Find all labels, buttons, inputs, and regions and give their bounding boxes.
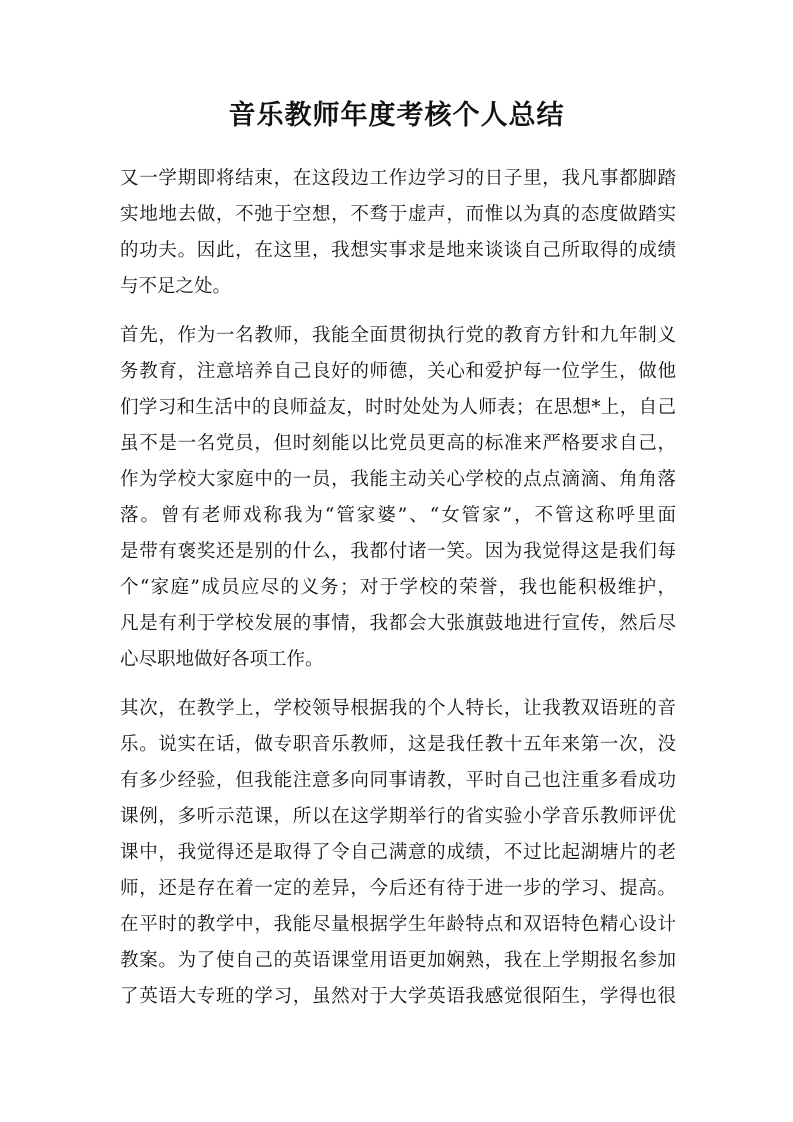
paragraph-gap (120, 678, 676, 691)
text-line: 凡是有利于学校发展的事情，我都会大张旗鼓地进行宣传，然后尽 (120, 613, 676, 634)
text-line: 与不足之处。 (120, 276, 232, 297)
text-line: 的功夫。因此，在这里，我想实事求是地来谈谈自己所取得的成绩 (120, 240, 676, 261)
document-title: 音乐教师年度考核个人总结 (228, 100, 565, 131)
text-line: 师，还是存在着一定的差异，今后还有待于进一步的学习、提高。 (120, 878, 676, 899)
paragraph-3 (120, 691, 676, 1015)
text-line: 在平时的教学中，我能尽量根据学生年龄特点和双语特色精心设计 (120, 914, 676, 935)
text-line: 心尽职地做好各项工作。 (120, 649, 324, 670)
text-line: 实地地去做，不弛于空想，不骛于虚声，而惟以为真的态度做踏实 (120, 204, 676, 225)
text-line: 其次，在教学上，学校领导根据我的个人特长，让我教双语班的音 (120, 698, 676, 719)
text-line: 个“家庭”成员应尽的义务；对于学校的荣誉，我也能积极维护， (120, 577, 676, 598)
text-line: 乐。说实在话，做专职音乐教师，这是我任教十五年来第一次，没 (120, 734, 676, 755)
paragraph-2 (120, 318, 676, 678)
paragraph-gap (120, 305, 676, 318)
text-line: 有多少经验，但我能注意多向同事请教，平时自己也注重多看成功 (120, 770, 676, 791)
paragraph-1 (120, 161, 676, 305)
text-line: 课例，多听示范课，所以在这学期举行的省实验小学音乐教师评优 (120, 806, 676, 827)
text-line: 了英语大专班的学习，虽然对于大学英语我感觉很陌生，学得也很 (120, 986, 676, 1007)
document-body (120, 161, 676, 1015)
text-line: 务教育，注意培养自己良好的师德，关心和爱护每一位学生，做他 (120, 361, 676, 382)
text-line: 落。曾有老师戏称我为“管家婆”、“女管家”，不管这称呼里面 (120, 505, 676, 526)
text-line: 首先，作为一名教师，我能全面贯彻执行党的教育方针和九年制义 (120, 325, 676, 346)
text-line: 们学习和生活中的良师益友，时时处处为人师表；在思想*上，自己 (120, 397, 676, 418)
text-line: 作为学校大家庭中的一员，我能主动关心学校的点点滴滴、角角落 (120, 469, 676, 490)
text-line: 又一学期即将结束，在这段边工作边学习的日子里，我凡事都脚踏 (120, 168, 676, 189)
text-line: 课中，我觉得还是取得了令自己满意的成绩，不过比起湖塘片的老 (120, 842, 676, 863)
text-line: 虽不是一名党员，但时刻能以比党员更高的标准来严格要求自己， (120, 433, 676, 454)
text-line: 教案。为了使自己的英语课堂用语更加娴熟，我在上学期报名参加 (120, 950, 676, 971)
text-line: 是带有褒奖还是别的什么，我都付诸一笑。因为我觉得这是我们每 (120, 541, 676, 562)
